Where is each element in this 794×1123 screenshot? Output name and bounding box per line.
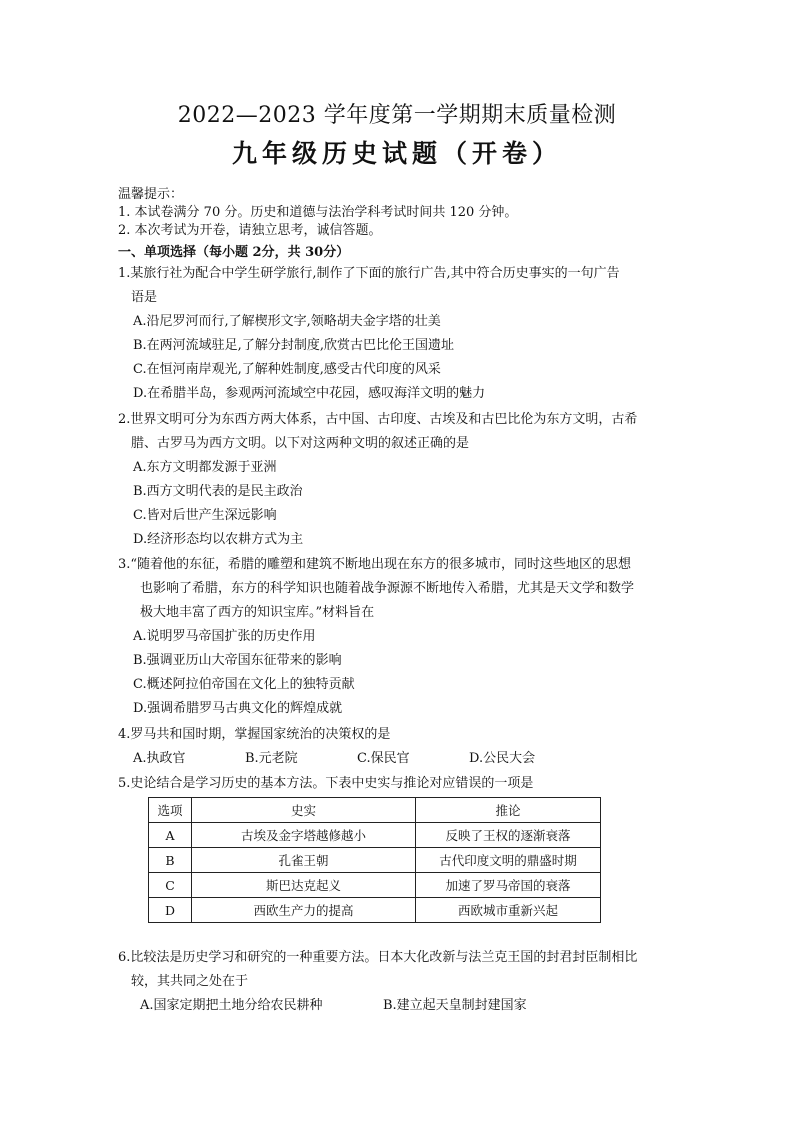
option-b: B.元老院 [245, 751, 298, 766]
question-stem-cont: 较，其共同之处在于 [131, 974, 249, 989]
table-cell: 西欧城市重新兴起 [416, 898, 601, 923]
question-6 [118, 946, 688, 1018]
question-5 [118, 772, 688, 796]
question-2 [118, 408, 688, 552]
question-stem: 1.某旅行社为配合中学生研学旅行,制作了下面的旅行广告,其中符合历史事实的一句广告 [118, 266, 620, 281]
table-cell: 反映了王权的逐渐衰落 [416, 823, 601, 848]
option-a: A.国家定期把土地分给农民耕种 [140, 998, 323, 1013]
option-d: D.公民大会 [469, 751, 536, 766]
section-heading: 一、单项选择（每小题 2分，共 30分） [118, 245, 350, 260]
notice-line: 2. 本次考试为开卷，请独立思考，诚信答题。 [118, 223, 382, 238]
notice [118, 186, 688, 240]
table-header: 选项 [149, 798, 192, 823]
option-d: D.强调希腊罗马古典文化的辉煌成就 [133, 701, 343, 716]
table-header: 推论 [416, 798, 601, 823]
option-a: A.执政官 [133, 751, 186, 766]
table-cell: A [149, 823, 192, 848]
option-a: A.说明罗马帝国扩张的历史作用 [133, 629, 316, 644]
question-1 [118, 262, 688, 406]
table-cell: 古埃及金字塔越修越小 [192, 823, 416, 848]
option-b: B.强调亚历山大帝国东征带来的影响 [133, 653, 342, 668]
table-cell: D [149, 898, 192, 923]
table-cell: 加速了罗马帝国的衰落 [416, 873, 601, 898]
option-c: C.概述阿拉伯帝国在文化上的独特贡献 [133, 677, 355, 692]
table-row [149, 823, 601, 848]
option-c: C.皆对后世产生深远影响 [133, 508, 277, 523]
option-c: C.保民官 [357, 751, 410, 766]
option-d: D.在希腊半岛，参观两河流域空中花园，感叹海洋文明的魅力 [133, 386, 486, 401]
notice-heading: 温馨提示： [118, 187, 184, 202]
option-b: B.西方文明代表的是民主政治 [133, 484, 303, 499]
option-c: C.在恒河南岸观光,了解种姓制度,感受古代印度的风采 [133, 362, 441, 377]
question-stem-cont: 也影响了希腊，东方的科学知识也随着战争源源不断地传入希腊，尤其是天文学和数学 [140, 581, 635, 596]
question-stem: 4.罗马共和国时期，掌握国家统治的决策权的是 [118, 727, 391, 742]
history-table [148, 797, 601, 923]
table-header-row [149, 798, 601, 823]
question-stem: 3.“随着他的东征，希腊的雕塑和建筑不断地出现在东方的很多城市，同时这些地区的思想 [118, 557, 632, 572]
table-row [149, 898, 601, 923]
table-cell: 古代印度文明的鼎盛时期 [416, 848, 601, 873]
table-cell: 斯巴达克起义 [192, 873, 416, 898]
question-3 [118, 553, 688, 721]
exam-title: 2022—2023 学年度第一学期期末质量检测 [177, 103, 617, 128]
exam-subtitle: 九年级历史试题（开卷） [231, 139, 562, 168]
table-header: 史实 [192, 798, 416, 823]
option-a: A.沿尼罗河而行,了解楔形文字,领略胡夫金字塔的壮美 [133, 314, 441, 329]
question-4 [118, 723, 688, 771]
option-d: D.经济形态均以农耕方式为主 [133, 532, 304, 547]
table-cell: 西欧生产力的提高 [192, 898, 416, 923]
question-stem-cont: 腊、古罗马为西方文明。以下对这两种文明的叙述正确的是 [131, 436, 470, 451]
table-cell: B [149, 848, 192, 873]
table-cell: 孔雀王朝 [192, 848, 416, 873]
option-b: B.建立起天皇制封建国家 [383, 998, 527, 1013]
notice-line: 1. 本试卷满分 70 分。历史和道德与法治学科考试时间共 120 分钟。 [118, 205, 518, 220]
option-a: A.东方文明都发源于亚洲 [133, 460, 277, 475]
question-stem: 2.世界文明可分为东西方两大体系，古中国、古印度、古埃及和古巴比伦为东方文明，古希 [118, 412, 638, 427]
question-stem-cont: 极大地丰富了西方的知识宝库。”材料旨在 [140, 605, 375, 620]
question-stem: 5.史论结合是学习历史的基本方法。下表中史实与推论对应错误的一项是 [118, 776, 534, 791]
option-b: B.在两河流域驻足,了解分封制度,欣赏古巴比伦王国遗址 [133, 338, 454, 353]
table-row [149, 848, 601, 873]
table-row [149, 873, 601, 898]
question-stem-cont: 语是 [131, 290, 158, 305]
table-cell: C [149, 873, 192, 898]
question-stem: 6.比较法是历史学习和研究的一种重要方法。日本大化改新与法兰克王国的封君封臣制相比 [118, 950, 638, 965]
